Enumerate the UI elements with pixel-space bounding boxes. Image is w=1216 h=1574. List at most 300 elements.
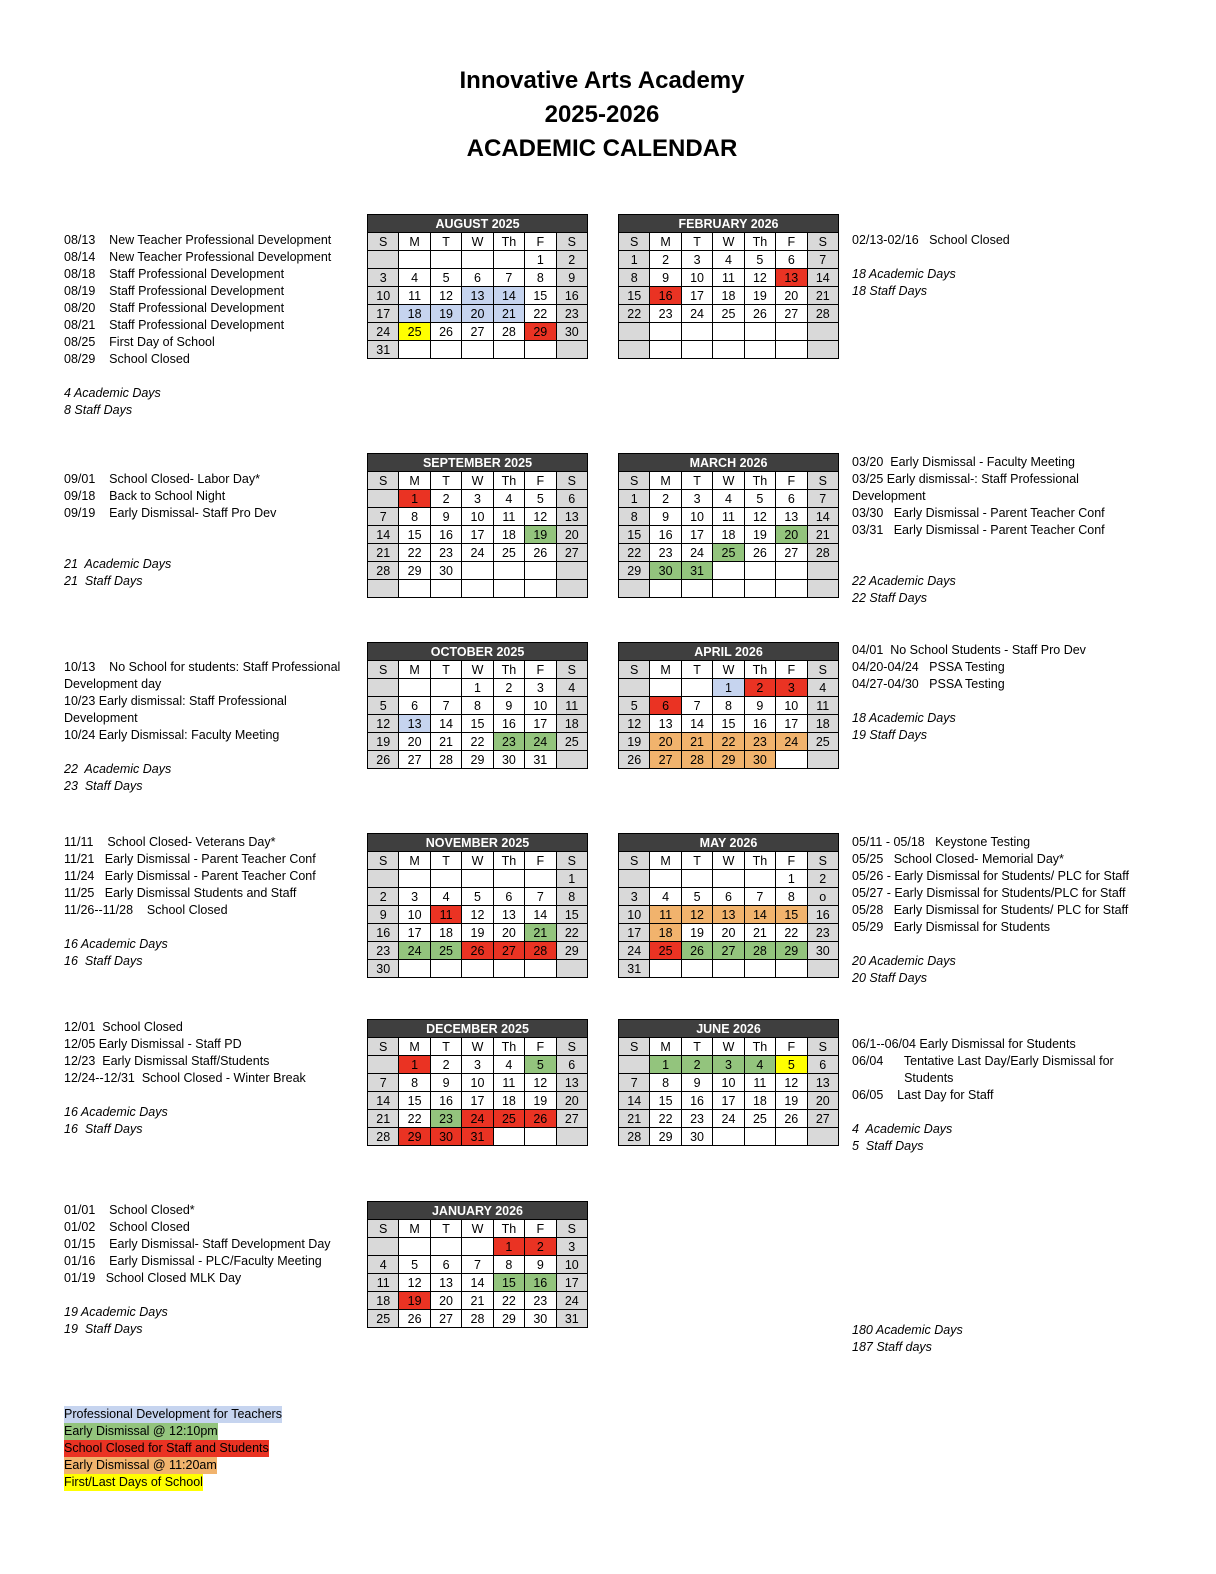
calendar-day-cell [525,562,556,580]
calendar-day-cell: 19 [525,1092,556,1110]
calendar-day-cell [556,562,587,580]
notes-april [852,642,1192,744]
calendar-day-cell [807,1128,838,1146]
calendar-day-cell: 21 [462,1292,493,1310]
calendar-day-cell [776,1128,807,1146]
note-line: 01/15 Early Dismissal- Staff Development Day [64,1237,331,1251]
calendar-day-cell: 4 [430,888,461,906]
calendar-day-cell: 18 [744,1092,775,1110]
calendar-day-cell [368,580,399,598]
calendar-day-cell: 14 [493,287,524,305]
note-line [852,249,1192,266]
calendar-day-cell [368,490,399,508]
calendar-day-cell: 28 [462,1310,493,1328]
notes-december [64,1019,354,1138]
calendar-day-cell: 6 [430,1256,461,1274]
calendar-day-cell: 21 [525,924,556,942]
calendar-day-cell: 12 [744,508,775,526]
calendar-day-cell: 14 [368,1092,399,1110]
calendar-day-cell: o [807,888,838,906]
note-line: 03/30 Early Dismissal - Parent Teacher Conf [852,506,1105,520]
note-line: 22 Staff Days [852,591,928,605]
calendar-day-cell: 1 [776,870,807,888]
calendar-day-cell: 16 [368,924,399,942]
note-line: Students [852,1071,954,1085]
weekday-header: F [525,233,556,251]
note-line: 08/19 Staff Professional Development [64,284,285,298]
calendar-day-cell: 22 [462,733,493,751]
note-line: 11/11 School Closed- Veterans Day* [64,835,276,849]
calendar-day-cell: 27 [493,942,524,960]
weekday-header: Th [744,472,775,490]
calendar-day-cell: 13 [556,1074,587,1092]
calendar-day-cell: 28 [807,544,838,562]
note-line: Development [852,489,926,503]
note-line: 08/25 First Day of School [64,335,215,349]
calendar-day-cell [807,751,838,769]
note-line: 18 Staff Days [852,284,928,298]
legend-item: Professional Development for Teachers [64,1407,282,1421]
note-line: 08/14 New Teacher Professional Development [64,250,332,264]
calendar-day-cell [525,1128,556,1146]
calendar-day-cell [430,960,461,978]
calendar-day-cell [713,323,744,341]
note-line [852,556,1192,573]
calendar-day-cell: 5 [525,490,556,508]
calendar-day-cell: 24 [399,942,430,960]
calendar-month-title: SEPTEMBER 2025 [368,454,588,472]
calendar-day-cell [368,251,399,269]
calendar-day-cell: 11 [368,1274,399,1292]
calendar-day-cell: 30 [525,1310,556,1328]
calendar-day-cell: 12 [399,1274,430,1292]
calendar-day-cell: 1 [556,870,587,888]
weekday-header: S [368,852,399,870]
calendar-day-cell [493,251,524,269]
note-line: 22 Academic Days [852,574,956,588]
weekday-header: T [430,852,461,870]
calendar-day-cell [713,341,744,359]
calendar-day-cell [399,580,430,598]
note-line: 23 Staff Days [64,779,143,793]
calendar-day-cell: 27 [807,1110,838,1128]
calendar-week-row [619,679,839,697]
calendar-day-cell: 7 [619,1074,650,1092]
calendar-day-cell: 7 [807,490,838,508]
calendar-day-cell [525,580,556,598]
calendar-day-cell [650,870,681,888]
calendar-day-cell: 10 [462,508,493,526]
note-line: 16 Academic Days [64,937,168,951]
calendar-day-cell: 28 [807,305,838,323]
calendar-day-cell: 13 [493,906,524,924]
note-line: 19 Academic Days [64,1305,168,1319]
note-line: 11/25 Early Dismissal Students and Staff [64,886,297,900]
calendar-day-cell: 10 [556,1256,587,1274]
note-line: 02/13-02/16 School Closed [852,233,1010,247]
calendar-day-cell: 1 [399,1056,430,1074]
calendar-day-cell: 16 [744,715,775,733]
weekday-header: T [430,1220,461,1238]
calendar-day-cell: 23 [493,733,524,751]
calendar-day-cell: 17 [399,924,430,942]
calendar-day-cell: 20 [430,1292,461,1310]
calendar-day-cell: 19 [525,526,556,544]
calendar-day-cell: 20 [776,287,807,305]
calendar-day-cell: 4 [713,490,744,508]
calendar-day-cell: 19 [399,1292,430,1310]
calendar-day-cell [619,679,650,697]
calendar-day-cell: 19 [430,305,461,323]
calendar-day-cell: 8 [493,1256,524,1274]
calendar-day-cell: 5 [744,490,775,508]
calendar-day-cell: 13 [399,715,430,733]
calendar-day-cell: 22 [713,733,744,751]
calendar-day-cell: 16 [650,287,681,305]
calendar-day-cell: 3 [399,888,430,906]
calendar-day-cell: 26 [525,1110,556,1128]
calendar-day-cell: 15 [556,906,587,924]
notes-november [64,834,354,970]
weekday-header: S [807,472,838,490]
weekday-header: M [650,1038,681,1056]
note-line: 20 Staff Days [852,971,928,985]
calendar-day-cell: 26 [744,544,775,562]
calendar-day-cell [399,679,430,697]
calendar-day-cell [399,1238,430,1256]
note-line: 04/01 No School Students - Staff Pro Dev [852,643,1086,657]
notes-february [852,232,1192,300]
calendar-week-row [368,1292,588,1310]
calendar-day-cell [744,341,775,359]
calendar-day-cell: 9 [650,508,681,526]
calendar-day-cell: 28 [619,1128,650,1146]
legend [64,1406,282,1491]
calendar-february-2026 [618,214,839,359]
calendar-day-cell: 18 [713,526,744,544]
calendar-day-cell: 12 [525,1074,556,1092]
weekday-header: W [462,661,493,679]
calendar-day-cell: 5 [744,251,775,269]
calendar-day-cell: 23 [556,305,587,323]
calendar-week-row [619,1074,839,1092]
calendar-day-cell: 1 [650,1056,681,1074]
calendar-day-cell [493,1128,524,1146]
calendar-day-cell [430,251,461,269]
weekday-header: M [399,233,430,251]
calendar-day-cell [399,960,430,978]
calendar-day-cell: 12 [681,906,712,924]
calendar-week-row [368,1074,588,1092]
calendar-day-cell: 7 [368,508,399,526]
weekday-header: F [776,661,807,679]
calendar-day-cell [399,251,430,269]
legend-item: First/Last Days of School [64,1475,203,1489]
calendar-day-cell: 21 [368,544,399,562]
calendar-day-cell: 20 [462,305,493,323]
calendar-day-cell: 8 [399,1074,430,1092]
note-line: 4 Academic Days [64,386,161,400]
calendar-day-cell: 17 [681,526,712,544]
note-line: 08/13 New Teacher Professional Development [64,233,332,247]
calendar-week-row [619,1092,839,1110]
calendar-day-cell: 11 [650,906,681,924]
calendar-day-cell: 19 [619,733,650,751]
note-line: 08/18 Staff Professional Development [64,267,285,281]
note-line [64,744,354,761]
calendar-day-cell: 29 [776,942,807,960]
calendar-day-cell: 14 [368,526,399,544]
calendar-day-cell: 5 [619,697,650,715]
calendar-day-cell: 24 [525,733,556,751]
calendar-week-row [368,1256,588,1274]
note-line: 03/20 Early Dismissal - Faculty Meeting [852,455,1075,469]
weekday-header: W [462,852,493,870]
calendar-day-cell: 12 [776,1074,807,1092]
note-line [852,693,1192,710]
calendar-day-cell: 23 [525,1292,556,1310]
calendar-day-cell: 28 [744,942,775,960]
calendar-day-cell: 3 [556,1238,587,1256]
calendar-day-cell: 27 [776,305,807,323]
note-line [64,368,354,385]
calendar-day-cell: 24 [462,1110,493,1128]
calendar-day-cell: 4 [744,1056,775,1074]
calendar-day-cell: 28 [681,751,712,769]
calendar-week-row [368,888,588,906]
note-line: 18 Academic Days [852,711,956,725]
weekday-header: Th [744,661,775,679]
note-line [64,522,354,539]
calendar-day-cell: 5 [776,1056,807,1074]
calendar-week-row [619,526,839,544]
legend-item: Early Dismissal @ 12:10pm [64,1424,218,1438]
calendar-day-cell [430,580,461,598]
calendar-day-cell: 11 [713,269,744,287]
calendar-day-cell [713,870,744,888]
calendar-day-cell [368,1238,399,1256]
legend-item: School Closed for Staff and Students [64,1441,269,1455]
weekday-header: T [681,233,712,251]
note-line: 08/29 School Closed [64,352,190,366]
calendar-day-cell: 3 [525,679,556,697]
notes-june [852,1036,1192,1155]
calendar-week-row [619,1056,839,1074]
calendar-day-cell: 13 [462,287,493,305]
calendar-week-row [368,1274,588,1292]
calendar-week-row [619,490,839,508]
calendar-day-cell: 16 [525,1274,556,1292]
calendar-day-cell: 16 [807,906,838,924]
calendar-week-row [368,733,588,751]
note-line: 12/23 Early Dismissal Staff/Students [64,1054,270,1068]
calendar-week-row [368,870,588,888]
calendar-day-cell: 23 [430,544,461,562]
note-line [64,919,354,936]
calendar-day-cell: 16 [650,526,681,544]
calendar-day-cell: 9 [744,697,775,715]
calendar-week-row [619,1110,839,1128]
weekday-header: W [462,472,493,490]
note-line: 5 Staff Days [852,1139,924,1153]
calendar-day-cell: 14 [807,508,838,526]
calendar-week-row [368,544,588,562]
calendar-day-cell: 10 [525,697,556,715]
note-line: 10/13 No School for students: Staff Professional [64,660,341,674]
calendar-day-cell: 4 [399,269,430,287]
calendar-day-cell [650,679,681,697]
calendar-day-cell: 23 [650,544,681,562]
calendar-day-cell [525,870,556,888]
calendar-day-cell [744,870,775,888]
calendar-day-cell: 14 [462,1274,493,1292]
calendar-day-cell: 28 [368,1128,399,1146]
calendar-day-cell: 27 [556,1110,587,1128]
calendar-day-cell: 9 [525,1256,556,1274]
calendar-day-cell: 27 [713,942,744,960]
calendar-day-cell [462,1238,493,1256]
note-line: 09/19 Early Dismissal- Staff Pro Dev [64,506,277,520]
weekday-header: S [556,661,587,679]
weekday-header: M [399,852,430,870]
calendar-day-cell [713,580,744,598]
calendar-day-cell: 18 [399,305,430,323]
calendar-week-row [619,251,839,269]
note-line: 04/20-04/24 PSSA Testing [852,660,1005,674]
calendar-day-cell [681,580,712,598]
weekday-header: Th [493,233,524,251]
calendar-day-cell: 24 [681,305,712,323]
calendar-day-cell: 26 [525,544,556,562]
calendar-day-cell: 30 [681,1128,712,1146]
note-line: 21 Staff Days [64,574,143,588]
calendar-day-cell [462,251,493,269]
calendar-day-cell: 28 [368,562,399,580]
calendar-week-row [619,341,839,359]
calendar-day-cell: 23 [430,1110,461,1128]
calendar-day-cell: 21 [368,1110,399,1128]
calendar-day-cell: 1 [619,251,650,269]
weekday-header: M [399,1220,430,1238]
calendar-day-cell: 10 [776,697,807,715]
calendar-day-cell: 5 [430,269,461,287]
calendar-day-cell: 31 [681,562,712,580]
calendar-day-cell: 14 [807,269,838,287]
calendar-day-cell: 15 [619,526,650,544]
calendar-day-cell: 6 [493,888,524,906]
calendar-day-cell [744,562,775,580]
calendar-day-cell [493,562,524,580]
calendar-day-cell [399,870,430,888]
calendar-day-cell: 7 [525,888,556,906]
calendar-week-row [368,508,588,526]
calendar-day-cell: 7 [807,251,838,269]
weekday-header: T [430,233,461,251]
weekday-header: Th [493,661,524,679]
calendar-week-row [368,269,588,287]
calendar-day-cell: 18 [650,924,681,942]
weekday-header: S [807,852,838,870]
calendar-day-cell: 12 [744,269,775,287]
calendar-day-cell: 3 [462,490,493,508]
calendar-day-cell: 29 [462,751,493,769]
weekday-header: M [399,472,430,490]
weekday-header: W [713,661,744,679]
calendar-day-cell: 6 [462,269,493,287]
weekday-header: Th [493,1038,524,1056]
calendar-day-cell: 2 [368,888,399,906]
calendar-day-cell [713,562,744,580]
weekday-header: S [807,1038,838,1056]
calendar-month-title: NOVEMBER 2025 [368,834,588,852]
calendar-week-row [619,269,839,287]
calendar-day-cell: 29 [525,323,556,341]
calendar-day-cell: 25 [650,942,681,960]
weekday-header: S [368,1220,399,1238]
weekday-header: T [681,852,712,870]
weekday-header: Th [744,852,775,870]
weekday-header: S [556,1038,587,1056]
calendar-day-cell: 16 [430,526,461,544]
note-line: 18 Academic Days [852,267,956,281]
calendar-day-cell: 16 [556,287,587,305]
calendar-day-cell: 2 [430,1056,461,1074]
calendar-day-cell: 16 [681,1092,712,1110]
calendar-day-cell: 31 [556,1310,587,1328]
note-line: 8 Staff Days [64,403,133,417]
calendar-week-row [368,715,588,733]
calendar-day-cell [493,870,524,888]
calendar-day-cell [462,562,493,580]
calendar-month-title: JUNE 2026 [619,1020,839,1038]
note-line: 05/11 - 05/18 Keystone Testing [852,835,1031,849]
calendar-day-cell [619,323,650,341]
calendar-day-cell: 25 [807,733,838,751]
calendar-week-row [619,888,839,906]
calendar-day-cell: 13 [430,1274,461,1292]
note-line: 12/01 School Closed [64,1020,183,1034]
calendar-day-cell: 17 [776,715,807,733]
calendar-week-row [368,1092,588,1110]
calendar-day-cell: 26 [430,323,461,341]
calendar-week-row [368,251,588,269]
calendar-day-cell: 21 [807,526,838,544]
calendar-day-cell: 6 [650,697,681,715]
calendar-day-cell [713,1128,744,1146]
calendar-june-2026 [618,1019,839,1146]
calendar-month-title: FEBRUARY 2026 [619,215,839,233]
calendar-day-cell [744,1128,775,1146]
calendar-day-cell [650,341,681,359]
calendar-day-cell: 10 [399,906,430,924]
calendar-day-cell [681,960,712,978]
note-line: 01/19 School Closed MLK Day [64,1271,242,1285]
calendar-day-cell: 22 [556,924,587,942]
note-line: 16 Staff Days [64,954,143,968]
calendar-day-cell: 21 [807,287,838,305]
calendar-day-cell: 24 [619,942,650,960]
calendar-day-cell: 26 [744,305,775,323]
calendar-day-cell: 1 [462,679,493,697]
calendar-day-cell: 17 [619,924,650,942]
calendar-day-cell: 4 [650,888,681,906]
note-line: Development day [64,677,162,691]
calendar-day-cell: 5 [368,697,399,715]
weekday-header: Th [493,472,524,490]
calendar-day-cell [556,960,587,978]
calendar-day-cell [776,960,807,978]
calendar-week-row [368,924,588,942]
